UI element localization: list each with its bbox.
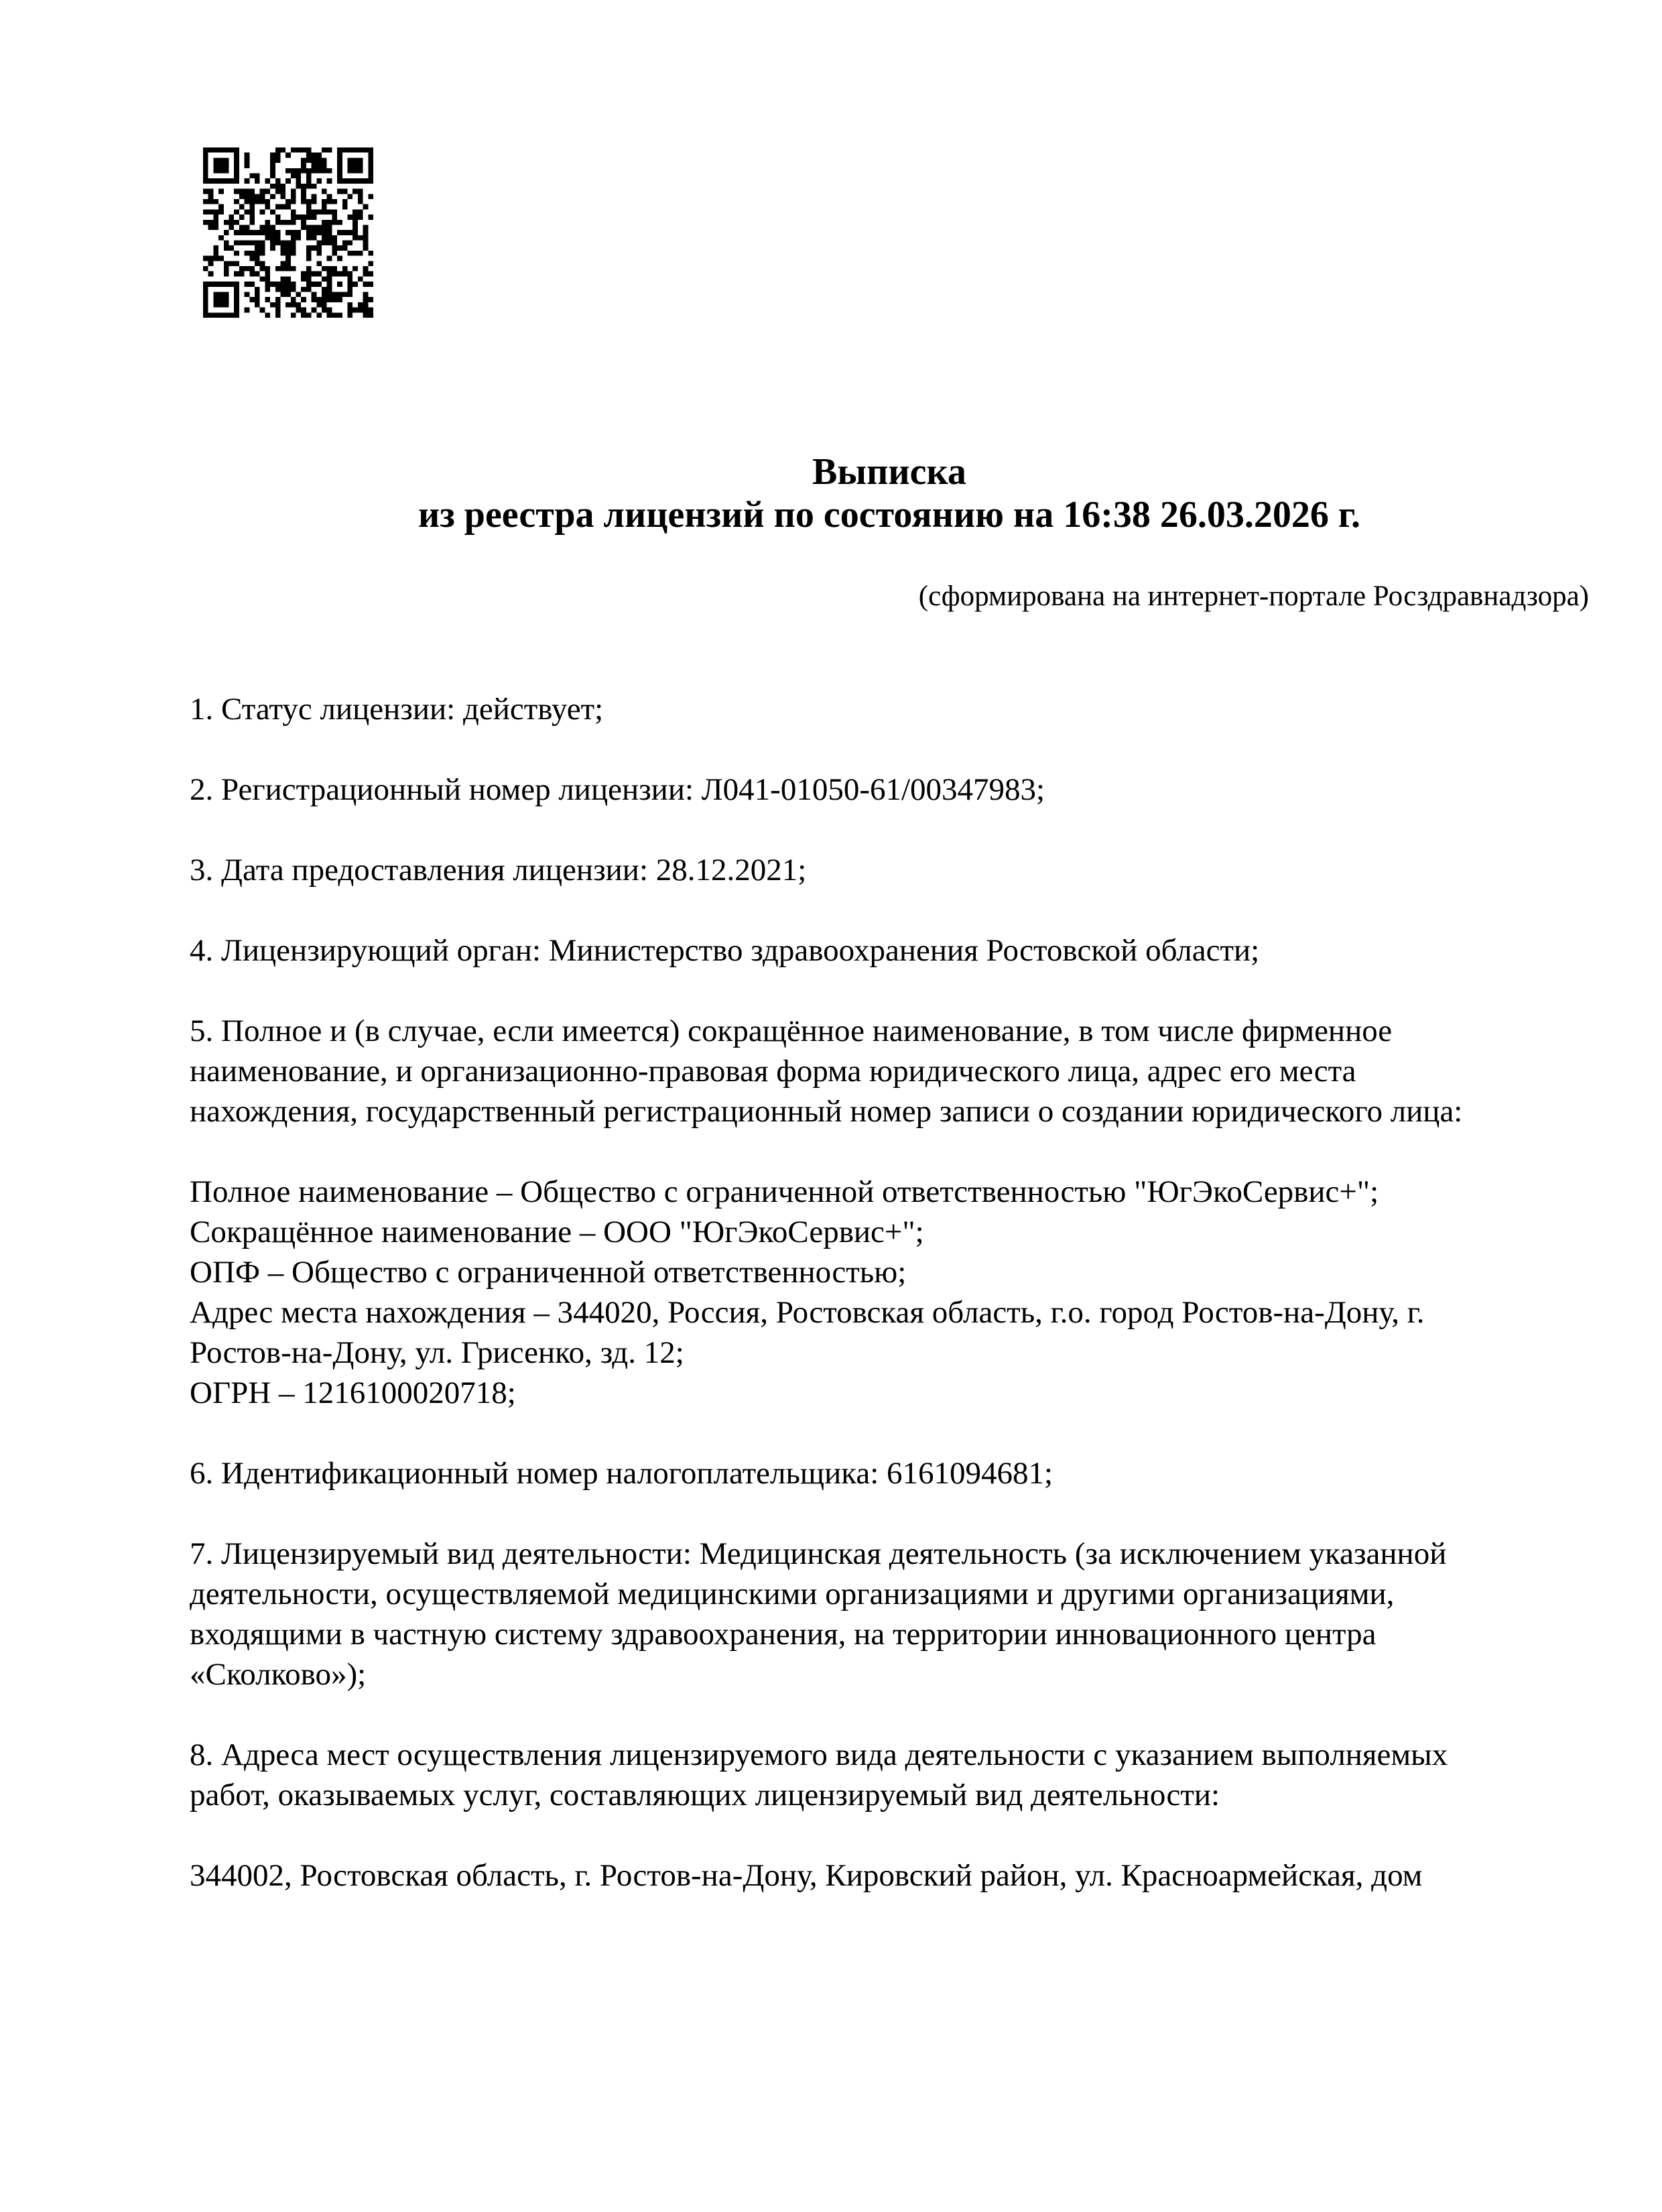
title-line-2: из реестра лицензий по состоянию на 16:38 26.03.2026 г. — [418, 494, 1360, 536]
paragraph-4: 4. Лицензирующий орган: Министерство здравоохранения Ростовской области; — [190, 933, 1260, 968]
document-title — [190, 450, 1589, 536]
qr-code-icon — [203, 147, 373, 318]
paragraph-7: 6. Идентификационный номер налогоплательщика: 6161094681; — [190, 1456, 1053, 1491]
paragraph-9: 8. Адреса мест осуществления лицензируемого вида деятельности с указанием выполняемых работ, оказываемых услуг, составляющих лицензируемый вид деятельности: — [190, 1737, 1448, 1812]
document-subtitle: (сформирована на интернет-портале Росздравнадзора) — [918, 580, 1589, 612]
paragraph-6: Полное наименование – Общество с ограниченной ответственностью "ЮгЭкоСервис+"; Сокращённое наименование – ООО "ЮгЭкоСервис+"; ОПФ – Общество с ограниченной ответственностью; Адрес места нахождения – 344020, Россия, Ростовская область, г.о. город Ростов-на-Дону, г. Ростов-на-Дону, ул. Грисенко, зд. 12; ОГРН – 1216100020718; — [190, 1174, 1425, 1410]
paragraph-2: 2. Регистрационный номер лицензии: Л041-01050-61/00347983; — [190, 772, 1045, 807]
paragraph-5: 5. Полное и (в случае, если имеется) сокращённое наименование, в том числе фирменное наименование, и организационно-правовая форма юридического лица, адрес его места нахождения, государственный регистрационный номер записи о создании юридического лица: — [190, 1013, 1463, 1129]
paragraph-10: 344002, Ростовская область, г. Ростов-на-Дону, Кировский район, ул. Красноармейская, дом — [190, 1858, 1423, 1893]
paragraph-3: 3. Дата предоставления лицензии: 28.12.2021; — [190, 853, 807, 887]
document-body — [190, 689, 1589, 1936]
paragraph-1: 1. Статус лицензии: действует; — [190, 692, 604, 727]
paragraph-8: 7. Лицензируемый вид деятельности: Медицинская деятельность (за исключением указанной деятельности, осуществляемой медицинскими организациями и другими организациями, входящими в частную систему здравоохранения, на территории инновационного центра «Сколково»); — [190, 1536, 1447, 1692]
title-line-1: Выписка — [812, 451, 966, 493]
